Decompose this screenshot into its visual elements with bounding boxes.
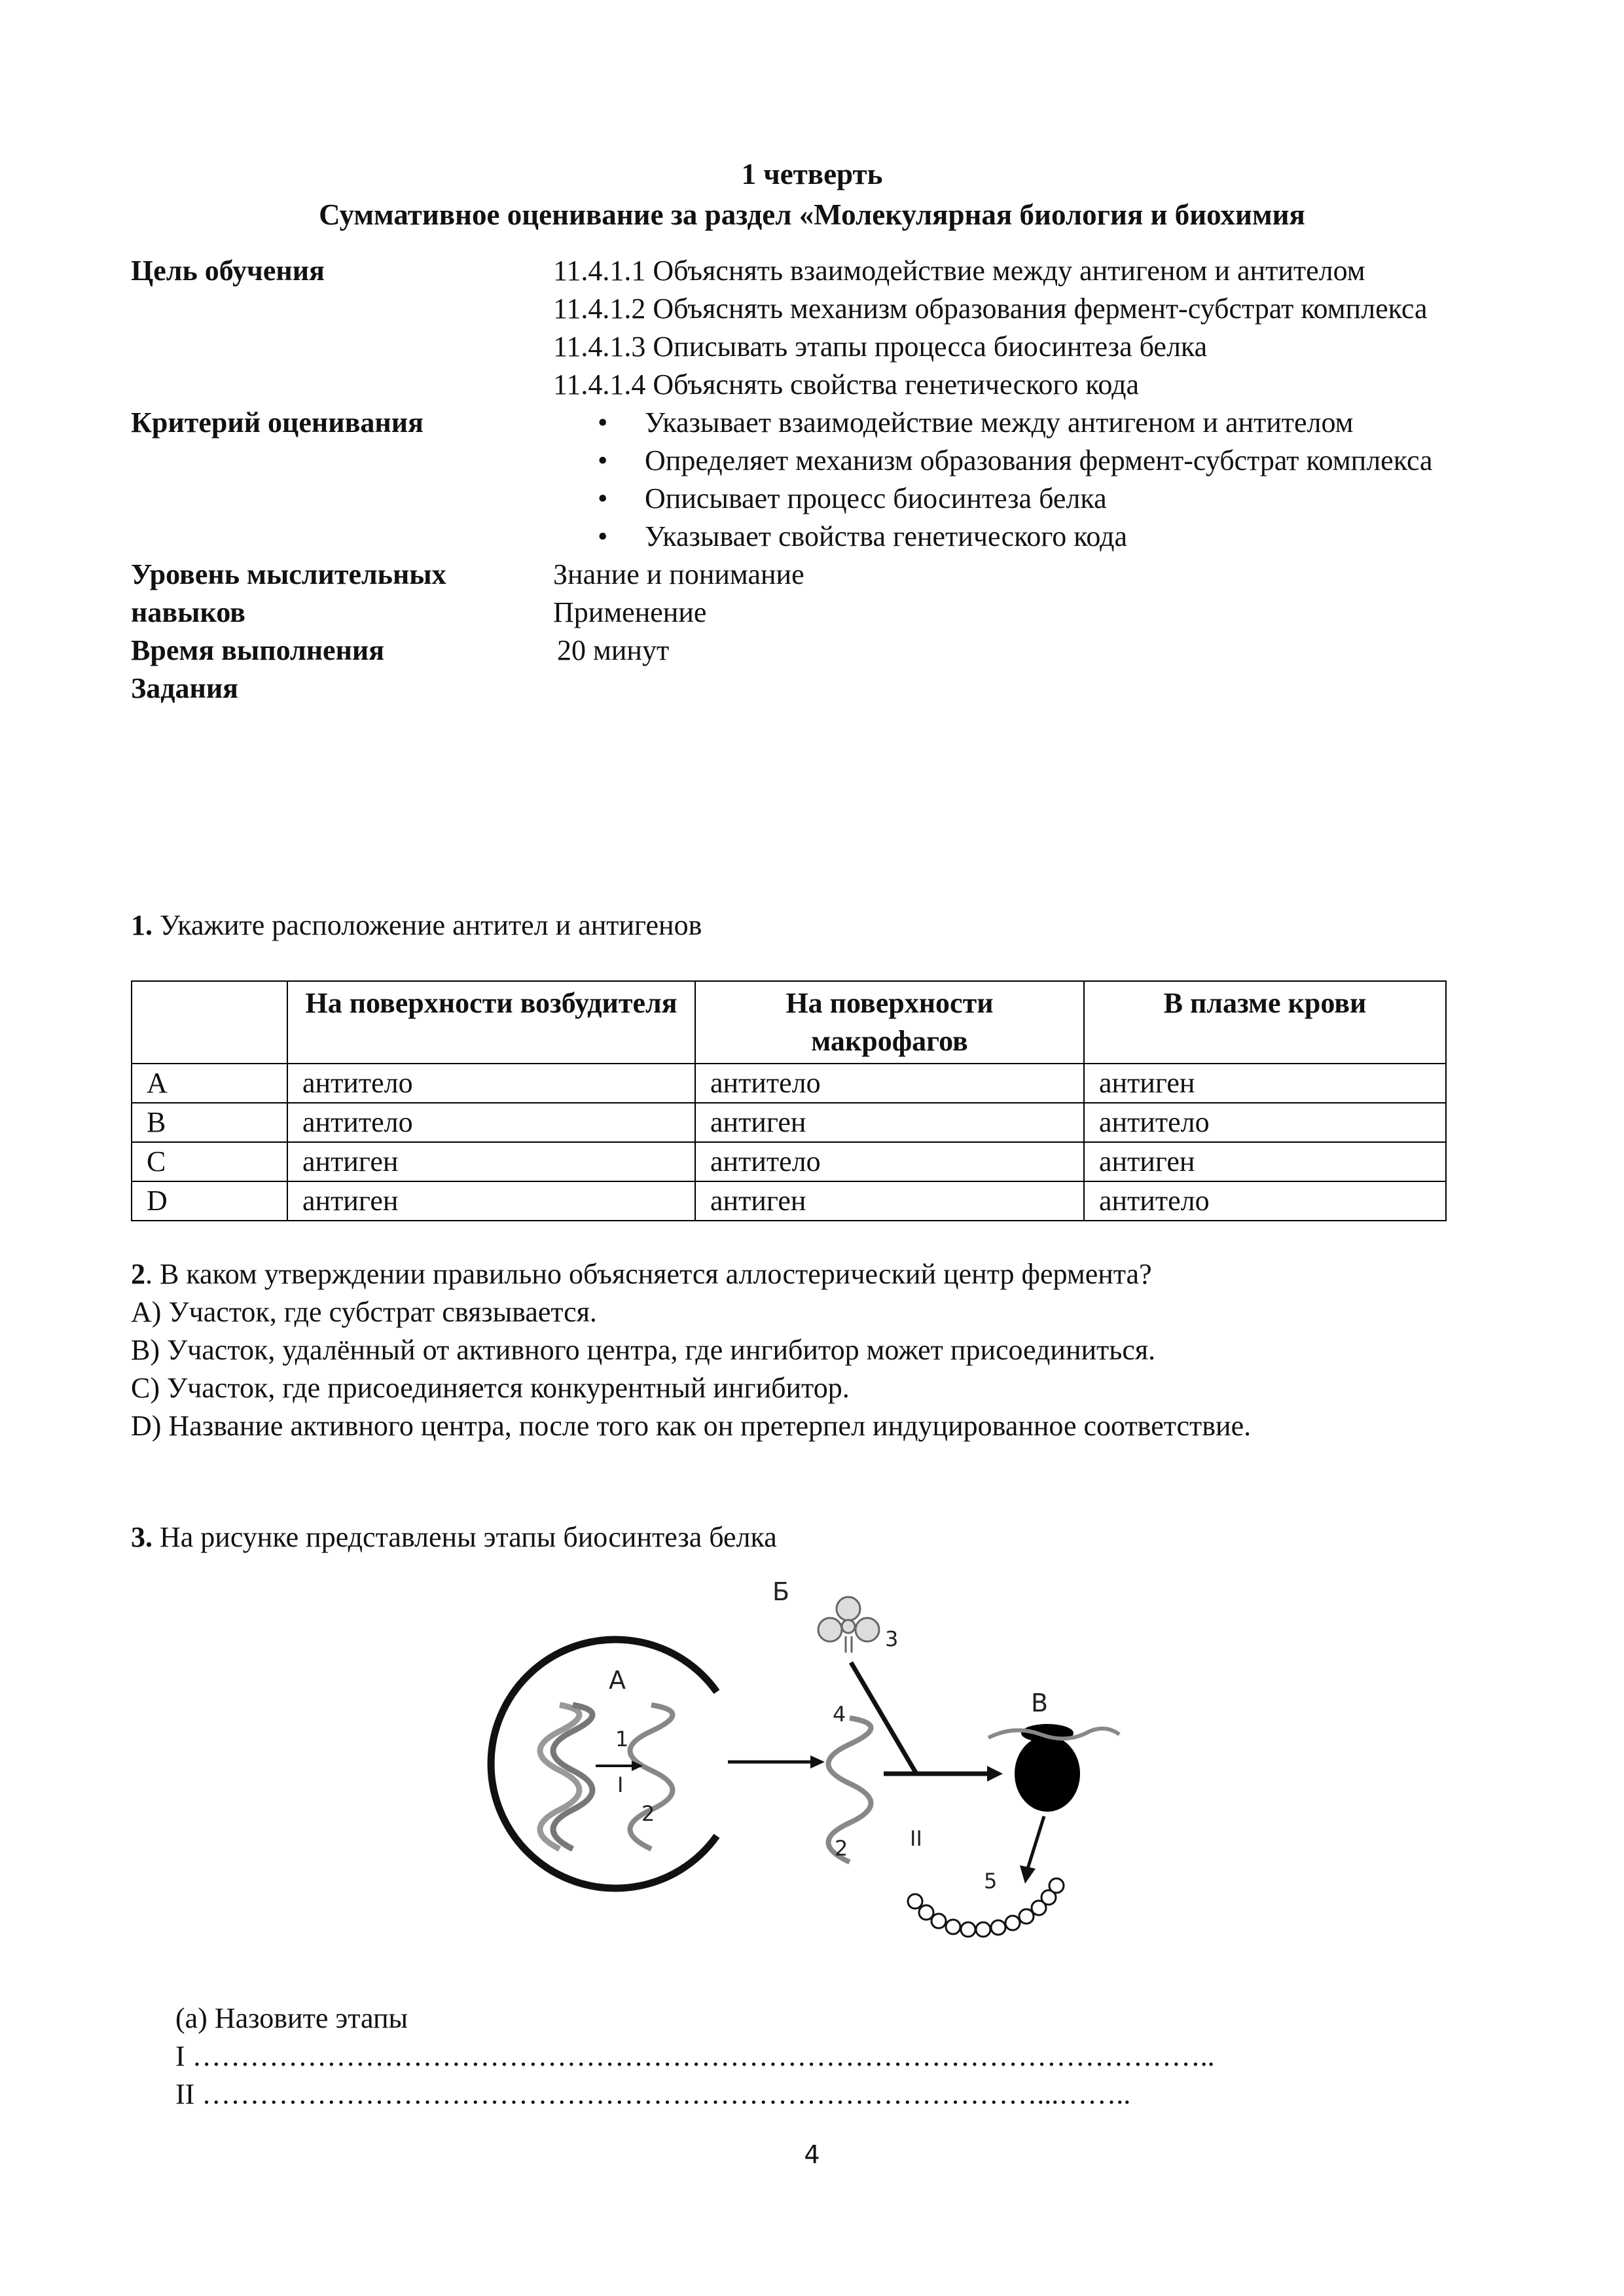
label-5: 5 bbox=[984, 1869, 998, 1893]
label-stage-2: II bbox=[910, 1826, 922, 1851]
table-cell: антиген bbox=[287, 1181, 695, 1221]
table-header: На поверхности макрофагов bbox=[695, 981, 1084, 1064]
table-cell: антиген bbox=[1084, 1142, 1446, 1181]
option-c: C) Участок, где присоединяется конкурентный ингибитор. bbox=[131, 1372, 850, 1404]
criteria-item: • Указывает свойства генетического кода bbox=[645, 518, 1447, 556]
goal-row bbox=[131, 252, 1447, 404]
table-row bbox=[132, 1064, 1446, 1103]
question-3 bbox=[131, 1518, 1447, 1556]
arrow-head bbox=[1020, 1865, 1036, 1884]
product-arrow bbox=[1028, 1816, 1044, 1869]
mrna-in-nucleus bbox=[630, 1705, 673, 1849]
table-cell: антитело bbox=[695, 1142, 1084, 1181]
page-number: 4 bbox=[804, 2140, 820, 2169]
option-d: D) Название активного центра, после того как он претерпел индуцированное соответствие. bbox=[131, 1410, 1252, 1442]
level-row bbox=[131, 556, 1447, 632]
table-header-row bbox=[132, 981, 1446, 1064]
question-3a bbox=[175, 2000, 1419, 2113]
table-header: На поверхности возбудителя bbox=[287, 981, 695, 1064]
option-a: A) Участок, где субстрат связывается. bbox=[131, 1296, 597, 1328]
table-cell: антитело bbox=[695, 1064, 1084, 1103]
arrow-head bbox=[810, 1755, 825, 1768]
table-header: В плазме крови bbox=[1084, 981, 1446, 1064]
table-cell: антиген bbox=[1084, 1064, 1446, 1103]
question-2-text: . В каком утверждении правильно объясняется аллостерический центр фермента? bbox=[145, 1258, 1152, 1290]
trna-cloverleaf bbox=[818, 1597, 879, 1653]
question-1-text: Укажите расположение антител и антигенов bbox=[160, 909, 702, 941]
protein-biosynthesis-diagram bbox=[484, 1571, 1139, 1970]
question-3a-text: (a) Назовите этапы bbox=[175, 2002, 408, 2034]
level-label bbox=[131, 556, 553, 632]
table-cell: антитело bbox=[287, 1103, 695, 1142]
table-cell: B bbox=[132, 1103, 287, 1142]
time-row bbox=[131, 632, 1447, 708]
label-a: А bbox=[609, 1666, 626, 1695]
table-cell: антиген bbox=[695, 1181, 1084, 1221]
label-2b: 2 bbox=[835, 1836, 848, 1861]
goal-label: Цель обучения bbox=[131, 255, 325, 287]
label-4: 4 bbox=[833, 1702, 846, 1727]
question-1 bbox=[131, 906, 1447, 944]
dna-strand bbox=[540, 1705, 579, 1849]
quarter-heading: 1 четверть bbox=[741, 158, 883, 190]
level-label-line: Уровень мыслительных bbox=[131, 558, 446, 590]
label-stage-1: I bbox=[617, 1772, 624, 1797]
criteria-item: • Определяет механизм образования фермент-субстрат комплекса bbox=[645, 442, 1447, 480]
table-cell: A bbox=[132, 1064, 287, 1103]
time-value: 20 минут bbox=[557, 634, 670, 666]
table-cell: антитело bbox=[1084, 1103, 1446, 1142]
criteria-item: • Указывает взаимодействие между антигеном и антителом bbox=[645, 404, 1447, 442]
label-v: В bbox=[1031, 1689, 1049, 1717]
level-values bbox=[553, 556, 1447, 632]
nucleus-envelope bbox=[491, 1640, 717, 1888]
level-label-line: навыков bbox=[131, 596, 245, 628]
answer-line-1[interactable]: I …………………………………………………………………………………………….. bbox=[175, 2040, 1215, 2072]
criteria-list bbox=[553, 404, 1447, 556]
arrow-head bbox=[987, 1766, 1003, 1782]
label-b: Б bbox=[772, 1577, 790, 1606]
goal-item: 11.4.1.1 Объяснять взаимодействие между антигеном и антителом bbox=[553, 255, 1365, 287]
goal-item: 11.4.1.2 Объяснять механизм образования фермент-субстрат комплекса bbox=[553, 293, 1428, 325]
label-3: 3 bbox=[885, 1626, 899, 1651]
table-cell: D bbox=[132, 1181, 287, 1221]
table-row bbox=[132, 1142, 1446, 1181]
table-cell: антиген bbox=[695, 1103, 1084, 1142]
time-label-line: Время выполнения bbox=[131, 634, 385, 666]
level-value: Знание и понимание bbox=[553, 558, 804, 590]
level-value: Применение bbox=[553, 596, 707, 628]
assessment-info bbox=[131, 252, 1447, 708]
label-2a: 2 bbox=[641, 1801, 655, 1826]
question-3-number: 3. bbox=[131, 1521, 153, 1553]
criteria-row bbox=[131, 404, 1447, 556]
table-cell: C bbox=[132, 1142, 287, 1181]
page-title: Суммативное оценивание за раздел «Молекулярная биология и биохимия bbox=[319, 198, 1305, 231]
criteria-item: • Описывает процесс биосинтеза белка bbox=[645, 480, 1447, 518]
goal-item: 11.4.1.4 Объяснять свойства генетического кода bbox=[553, 368, 1140, 401]
goal-item: 11.4.1.3 Описывать этапы процесса биосинтеза белка bbox=[553, 331, 1208, 363]
ribosome bbox=[1015, 1736, 1080, 1812]
answer-table bbox=[131, 980, 1447, 1221]
table-cell: антиген bbox=[287, 1142, 695, 1181]
question-2-number: 2 bbox=[131, 1258, 145, 1290]
table-row bbox=[132, 1181, 1446, 1221]
question-3-text: На рисунке представлены этапы биосинтеза белка bbox=[160, 1521, 777, 1553]
option-b: B) Участок, удалённый от активного центра, где ингибитор может присоединиться. bbox=[131, 1334, 1156, 1366]
table-row bbox=[132, 1103, 1446, 1142]
question-2 bbox=[131, 1255, 1447, 1445]
label-1: 1 bbox=[615, 1727, 629, 1751]
goal-list bbox=[553, 252, 1447, 404]
table-cell: антитело bbox=[287, 1064, 695, 1103]
time-label-line: Задания bbox=[131, 672, 238, 704]
criteria-label: Критерий оценивания bbox=[131, 406, 424, 439]
time-label bbox=[131, 632, 553, 708]
table-cell: антитело bbox=[1084, 1181, 1446, 1221]
table-header bbox=[132, 981, 287, 1064]
question-1-number: 1. bbox=[131, 909, 153, 941]
answer-line-2[interactable]: II ……………………………………………………………………………...…….. bbox=[175, 2078, 1131, 2110]
question-2-stem bbox=[131, 1255, 1447, 1293]
